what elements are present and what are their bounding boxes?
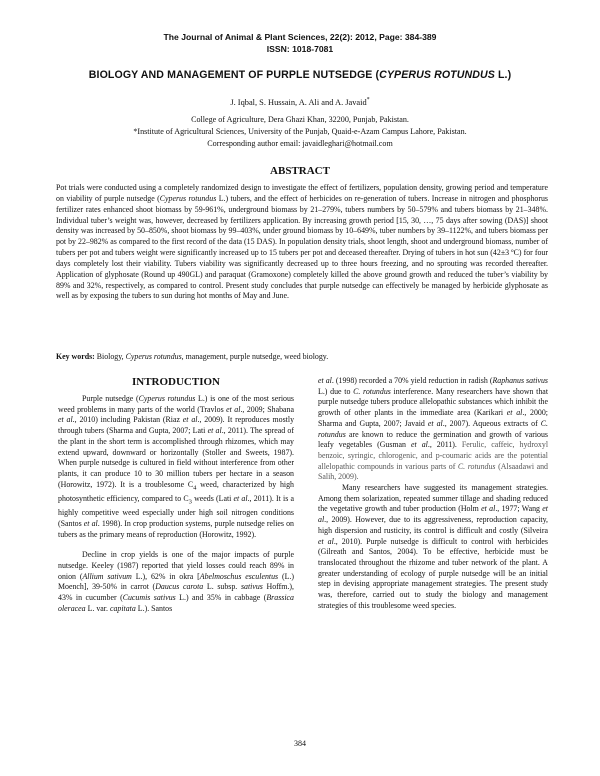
keywords-species: Cyperus rotundus, — [125, 352, 184, 361]
abstract-species: Cyperus rotundus — [159, 193, 217, 203]
introduction-heading: INTRODUCTION — [131, 376, 220, 388]
corresponding-mark: * — [366, 97, 370, 103]
journal-header: The Journal of Animal & Plant Sciences, 22(2): 2012, Page: 384-389 — [163, 32, 437, 42]
keywords-part: management, purple nutsedge, weed biology. — [183, 352, 329, 361]
keywords-label: Key words: — [56, 352, 95, 361]
abstract-part: Pot trials were conducted using a completely randomized design to investigate the effect of fertilizers, population density, growing period and temperature on viability of purple nutsedge ( — [56, 183, 548, 203]
left-column — [58, 394, 294, 615]
keywords-part: Biology, — [94, 352, 126, 361]
intro-paragraph-3: et al. (1998) recorded a 70% yield reduction in radish (Raphanus sativus L.) due to C. rotundus interference. Many researchers have shown that purple nutsedge tubers produce allelopathic substances which inhibit the growth of other plants in the immediate area (Karikari et al., 2000; Sharma and Gupta, 2007; Javaid et al., 2007). Aqueous extracts of C. rotundus are known to reduce the germination and growth of various leafy vegetables (Gusman et al., 2011). Ferulic, caffeic, hydroxyl benzoic, syringic, chlorogenic, and p-coumaric acids are the potential allelopathic compounds in various parts of C. rotundus (Alsaadawi and Salih, 2009). — [318, 376, 549, 482]
right-column — [318, 376, 548, 611]
keywords-line — [56, 352, 548, 361]
title-species: CYPERUS ROTUNDUS — [379, 69, 495, 81]
article-title — [0, 69, 600, 81]
intro-paragraph-1: Purple nutsedge (Cyperus rotundus L.) is one of the most serious weed problems in many parts of the world (Travlos et al., 2009; Shabana et al., 2010) including Pakistan (Riaz et al., 2009). It reproduces mostly through tubers (Sharma and Gupta, 2007; Lati et al., 2011). The spread of the plant in the short term is accomplished through rhizomes, which may extend upward, downward or horizontally (Stoller and Sweets, 1987). When purple nutsedge is cultured in field without interference from other plants, it can produce 10 to 30 million tubers per hectare in a season (Horowitz, 1972). It is a troublesome $C_4$ weed, characterized by high photosynthetic efficiency, compared to $C_3$ weeds (Lati et al., 2011). It is a highly competitive weed especially under high soil nitrogen conditions (Santos et al. 1998). In crop production systems, purple nutsedge relies on tubers as the primary means of reproduction (Horowitz, 1992). — [58, 394, 295, 539]
affiliation-1: College of Agriculture, Dera Ghazi Khan, 32200, Punjab, Pakistan. — [191, 115, 409, 124]
page-number: 384 — [294, 739, 306, 748]
intro-paragraph-4: Many researchers have suggested its management strategies. Among them solarization, repeated summer tillage and shading reduced the vegetative growth and tuber production (Holm et al., 1977; Wang et al., 2009). However, due to its aggressiveness, reproduction capacity, high dispersion and rusticity, its control is difficult and costly (Silveira et al., 2010). Purple nutsedge is difficult to control with herbicides (Gilreath and Santos, 2004). To be effective, herbicide must be translocated throughout the rhizome and tuber network of the plant. A greater understanding of ecology of purple nutsedge will be an initial step in devising appropriate management strategies. The present study was, therefore, carried out to study the biology and management strategies of this troublesome weed species. — [318, 483, 548, 610]
abstract-heading: ABSTRACT — [270, 165, 330, 177]
affiliation-2: *Institute of Agricultural Sciences, University of the Punjab, Quaid-e-Azam Campus Lahore, Pakistan. — [133, 127, 467, 136]
abstract-part: L.) tubers, and the effect of herbicides on re-generation of tubers. Increase in nitrogen and phosphorus fertilizer rates enhanced shoot biomass by 59-961%, underground biomass by 21–279%, tubers numbers by 50–579% and tubers biomass by 21–348%. Individual tuber’s weight was, however, decreased by fertilizers application. By increasing growth period [15, 30, …, 75 days after sowing (DAS)] shoot density was increased by 50–850%, shoot biomass by 99–403%, under ground biomass by 10–649%, tuber numbers by 39–1122%, and tubers biomass per pot by 22–982% as compared to the first record of the data (15 DAS). In population density trials, shoot length, shoot and underground biomass, number of tubers per pot and tubers weight were significantly increased up to 15 tubers per pot and deceased thereafter. Drying of tubers in hot sun (42±3 ºC) for four days completely lost their viability. Tubers viability was significantly decreased up to three hours freezing, and no sprouting was recorded thereafter. Application of glyphosate (Round up 490GL) and paraquat (Gramoxone) completely killed the above ground growth and reduced the tuber’s viability by 89% and 32%, respectively, as compared to control. Present study concludes that purple nutsedge can effectively be managed by herbicide glyphosate as well as by exposing the tubers to sun during hot months of May and June. — [56, 193, 548, 301]
title-main: BIOLOGY AND MANAGEMENT OF PURPLE NUTSEDGE ( — [88, 69, 380, 81]
author-list — [0, 97, 600, 107]
issn-line: ISSN: 1018-7081 — [266, 44, 334, 54]
title-suffix: L.) — [494, 69, 512, 81]
intro-paragraph-2: Decline in crop yields is one of the major impacts of purple nutsedge. Keeley (1987) reported that yield losses could reach 89% in onion (Allium sativum L.), 62% in okra [Abelmoschus esculentus (L.) Moench], 39-50% in carrot (Daucus carota L. subsp. sativus Hoffm.), 43% in cucumber (Cucumis sativus L.) and 35% in cabbage (Brassica oleracea L. var. capitata L.). Santos — [58, 550, 294, 613]
author-names: J. Iqbal, S. Hussain, A. Ali and A. Javaid — [230, 97, 367, 107]
corresponding-email: Corresponding author email: javaidleghari@hotmail.com — [207, 139, 393, 148]
abstract-text — [56, 183, 548, 302]
